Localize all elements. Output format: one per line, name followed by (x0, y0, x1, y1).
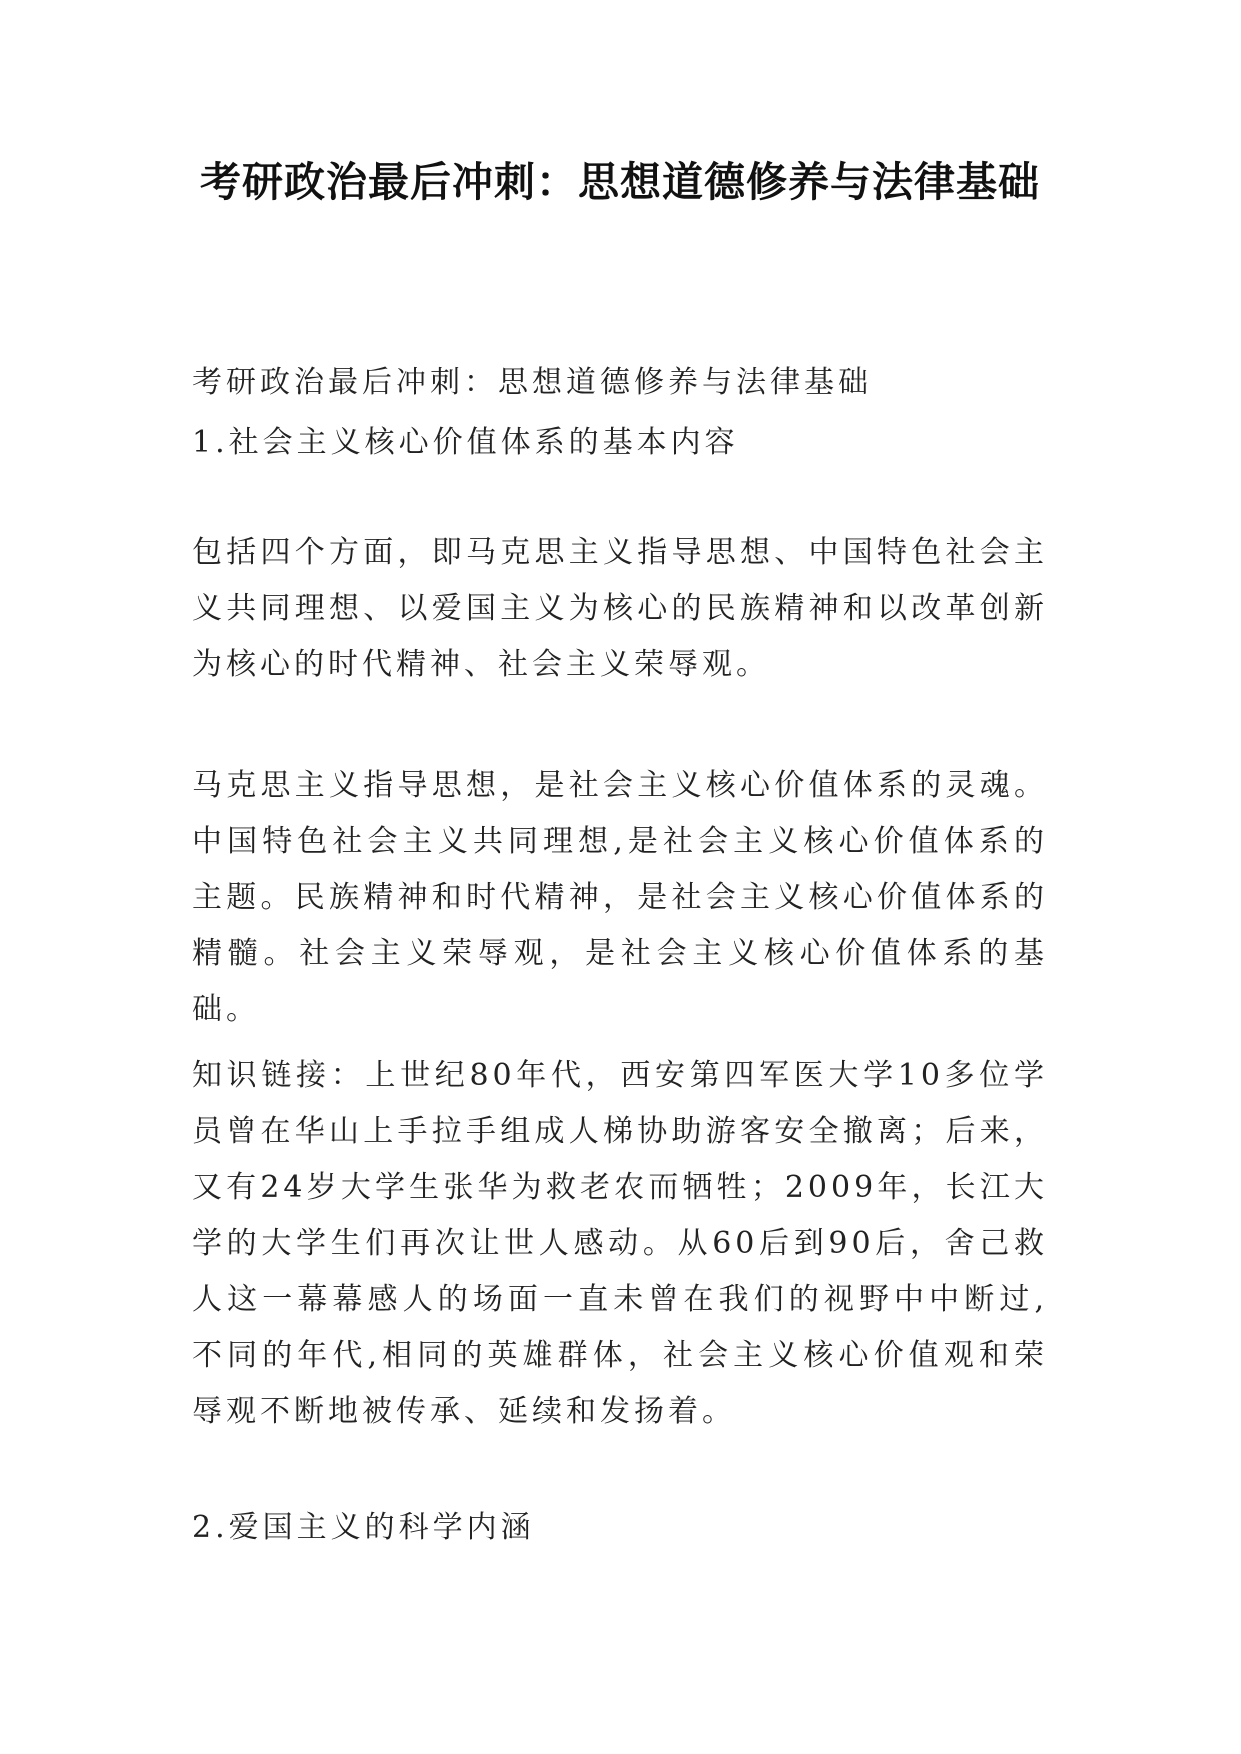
document-title: 考研政治最后冲刺：思想道德修养与法律基础 (200, 158, 1040, 206)
section-heading-2: 2.爱国主义的科学内涵 (192, 1510, 535, 1545)
document-subtitle: 考研政治最后冲刺：思想道德修养与法律基础 (192, 365, 872, 400)
section-heading-1: 1.社会主义核心价值体系的基本内容 (192, 425, 739, 460)
paragraph-knowledge-link: 知识链接：上世纪80年代，西安第四军医大学10多位学员曾在华山上手拉手组成人梯协助游客安全撤离；后来，又有24岁大学生张华为救老农而牺牲；2009年，长江大学的大学生们再次让世人感动。从60后到90后，舍己救人这一幕幕感人的场面一直未曾在我们的视野中中断过,不同的年代,相同的英雄群体，社会主义核心价值观和荣辱观不断地被传承、延续和发扬着。 (192, 1058, 1048, 1429)
paragraph-core-values-contents: 包括四个方面，即马克思主义指导思想、中国特色社会主义共同理想、以爱国主义为核心的民族精神和以改革创新为核心的时代精神、社会主义荣辱观。 (192, 535, 1048, 682)
paragraph-core-values-roles: 马克思主义指导思想，是社会主义核心价值体系的灵魂。中国特色社会主义共同理想,是社会主义核心价值体系的主题。民族精神和时代精神，是社会主义核心价值体系的精髓。社会主义荣辱观，是社会主义核心价值体系的基础。 (192, 768, 1048, 1027)
